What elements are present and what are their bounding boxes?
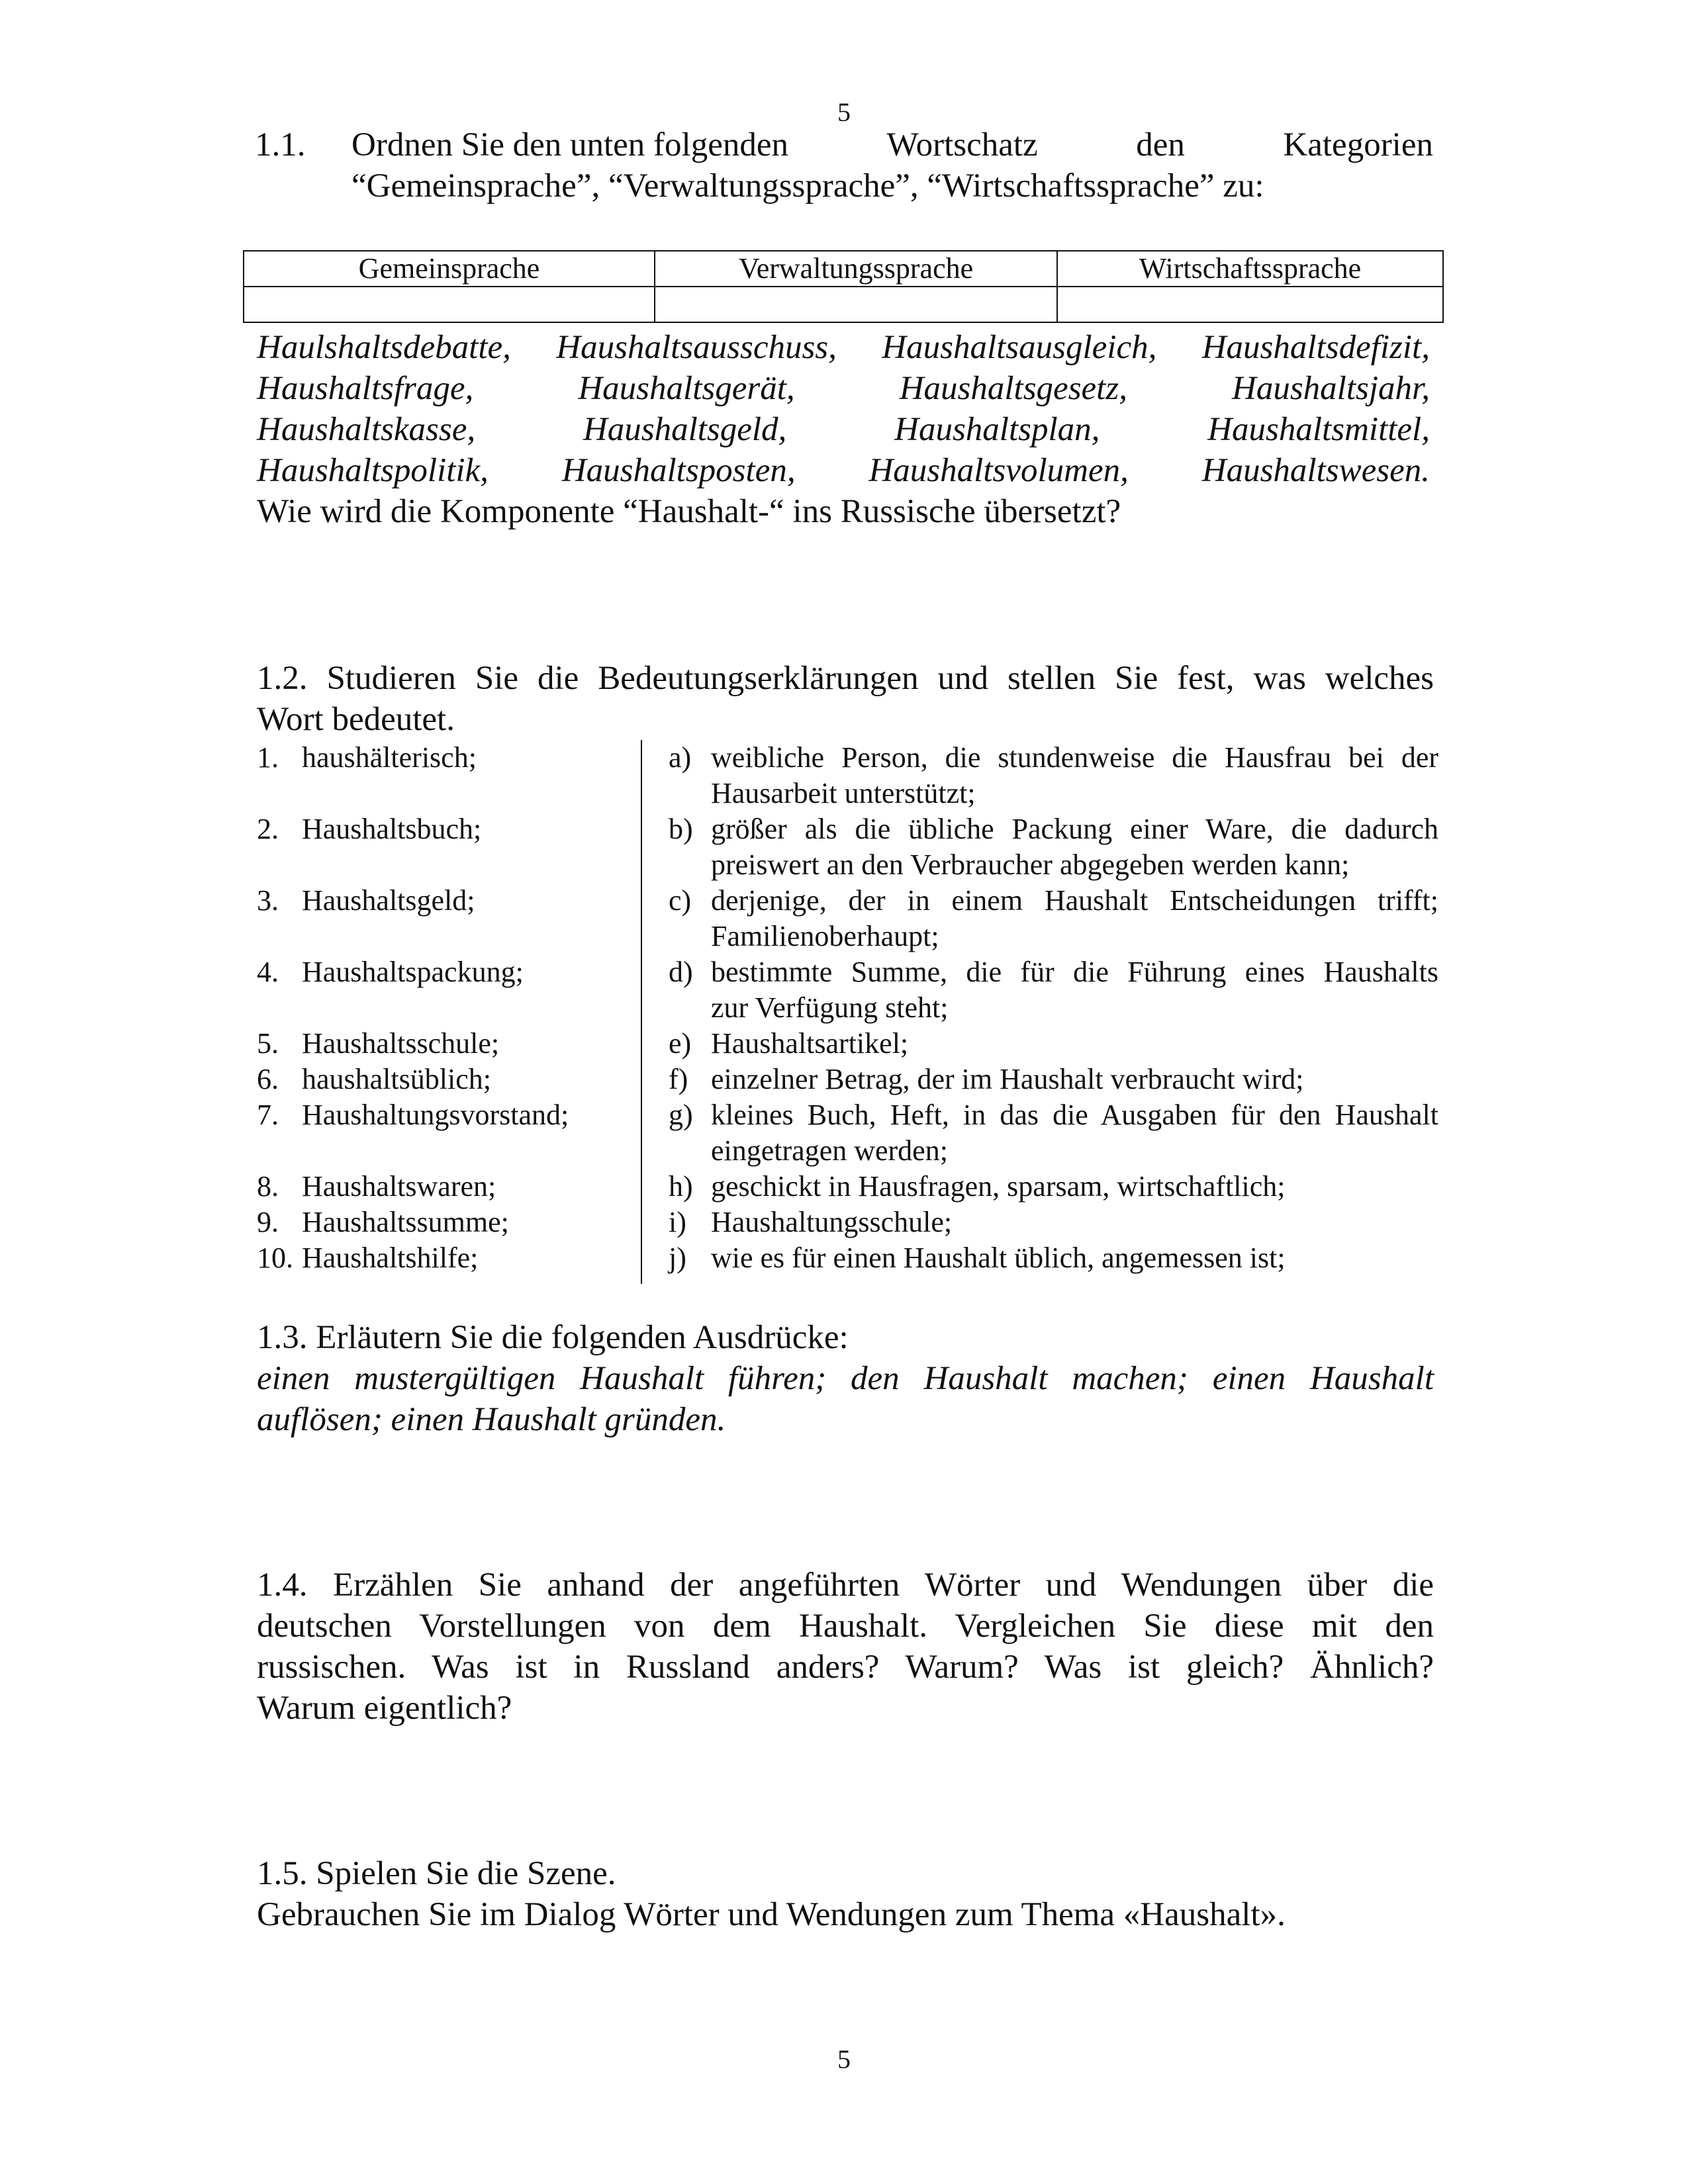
definition-text: einzelner Betrag, der im Haushalt verbraucht wird; (711, 1063, 1304, 1095)
definition-text-cont: Familienoberhaupt; (711, 920, 939, 952)
definition-letter: f) (669, 1063, 688, 1095)
word-item: Haushaltsgeld, (583, 411, 787, 448)
definition-text-cont: eingetragen werden; (711, 1134, 948, 1167)
definition-letter: a) (669, 741, 692, 774)
heading-word: Ordnen Sie den unten folgenden (352, 126, 788, 163)
word-item: Haushaltsdefizit, (1201, 329, 1430, 366)
definition-text: bestimmte Summe, die für die Führung eines Haushalts (711, 956, 1438, 988)
definition-text-cont: zur Verfügung steht; (711, 991, 949, 1024)
answer-cell[interactable] (1057, 287, 1443, 322)
matching-row (257, 740, 1438, 811)
exercise-1-4-text: Warum eigentlich? (257, 1690, 512, 1727)
exercise-1-3-expressions-cont: auflösen; einen Haushalt gründen. (257, 1401, 726, 1438)
item-word: Haushaltspackung; (302, 956, 524, 988)
matching-row (257, 883, 1438, 954)
item-number: 10. (257, 1242, 293, 1274)
table-answer-row (244, 287, 1443, 322)
word-list-line (257, 409, 1430, 450)
item-number: 8. (257, 1170, 279, 1203)
item-number: 9. (257, 1206, 279, 1238)
word-item: Haushaltspolitik, (257, 452, 489, 489)
matching-row (257, 1205, 1438, 1240)
word-item: Haushaltskasse, (257, 411, 476, 448)
exercise-1-3-expressions: einen mustergültigen Haushalt führen; den Haushalt machen; einen Haushalt (257, 1360, 1434, 1397)
matching-row (257, 1240, 1438, 1276)
heading-word: den (1136, 126, 1185, 163)
header-gemeinsprache: Gemeinsprache (244, 251, 655, 287)
definition-letter: d) (669, 956, 693, 988)
definition-letter: g) (669, 1099, 693, 1131)
definition-letter: e) (669, 1027, 692, 1060)
exercise-1-1-question: Wie wird die Komponente “Haushalt-“ ins Russische übersetzt? (257, 493, 1121, 530)
exercise-1-4-text: deutschen Vorstellungen von dem Haushalt. Vergleichen Sie diese mit den (257, 1608, 1434, 1645)
definition-text: größer als die übliche Packung einer Ware, die dadurch (711, 813, 1438, 845)
item-word: haushaltsüblich; (302, 1063, 491, 1095)
header-verwaltungssprache: Verwaltungssprache (655, 251, 1057, 287)
exercise-1-4-text: 1.4. Erzählen Sie anhand der angeführten Wörter und Wendungen über die (257, 1567, 1434, 1604)
word-item: Haushaltsgerät, (578, 370, 795, 407)
word-list-line (257, 327, 1430, 368)
word-item: Haushaltsvolumen, (868, 452, 1129, 489)
exercise-number: 1.1. (255, 126, 306, 163)
category-table (243, 250, 1444, 323)
exercise-1-5-heading: 1.5. Spielen Sie die Szene. (257, 1855, 616, 1892)
item-number: 4. (257, 956, 279, 988)
item-word: Haushaltswaren; (302, 1170, 496, 1203)
exercise-1-1-heading (255, 124, 1433, 165)
item-number: 3. (257, 884, 279, 917)
exercise-1-1-heading-line2: “Gemeinsprache”, “Verwaltungssprache”, “Wirtschaftssprache” zu: (352, 167, 1264, 205)
exercise-1-3-heading: 1.3. Erläutern Sie die folgenden Ausdrücke: (257, 1319, 849, 1356)
definition-text: Haushaltungsschule; (711, 1206, 953, 1238)
item-number: 1. (257, 741, 279, 774)
matching-row (257, 1026, 1438, 1062)
item-number: 2. (257, 813, 279, 845)
word-item: Haushaltsmittel, (1207, 411, 1430, 448)
definition-text: kleines Buch, Heft, in das die Ausgaben für den Haushalt (711, 1099, 1438, 1131)
heading-word: Kategorien (1283, 126, 1433, 163)
word-item: Haushaltsplan, (894, 411, 1100, 448)
matching-row (257, 954, 1438, 1026)
definition-letter: i) (669, 1206, 686, 1238)
matching-row (257, 1169, 1438, 1205)
definition-text: derjenige, der in einem Haushalt Entscheidungen trifft; (711, 884, 1438, 917)
answer-cell[interactable] (244, 287, 655, 322)
definition-letter: c) (669, 884, 692, 917)
item-number: 7. (257, 1099, 279, 1131)
item-word: Haushaltshilfe; (302, 1242, 479, 1274)
matching-row (257, 1062, 1438, 1097)
item-number: 6. (257, 1063, 279, 1095)
item-word: haushälterisch; (302, 741, 477, 774)
definition-text-cont: Hausarbeit unterstützt; (711, 777, 976, 809)
exercise-1-4-text: russischen. Was ist in Russland anders? Warum? Was ist gleich? Ähnlich? (257, 1649, 1434, 1686)
word-item: Haushaltsausschuss, (556, 329, 837, 366)
page-number-top: 5 (837, 97, 851, 127)
definition-text: Haushaltsartikel; (711, 1027, 909, 1060)
word-list-line (257, 368, 1430, 409)
definition-text-cont: preiswert an den Verbraucher abgegeben werden kann; (711, 848, 1350, 881)
word-item: Haulshaltsdebatte, (257, 329, 511, 366)
word-item: Haushaltsposten, (561, 452, 796, 489)
item-word: Haushaltsbuch; (302, 813, 482, 845)
matching-row (257, 811, 1438, 883)
item-word: Haushaltungsvorstand; (302, 1099, 569, 1131)
table-header-row (244, 251, 1443, 287)
answer-cell[interactable] (655, 287, 1057, 322)
word-item: Haushaltsgesetz, (899, 370, 1127, 407)
item-number: 5. (257, 1027, 279, 1060)
page-number-bottom: 5 (837, 2044, 851, 2074)
word-item: Haushaltsfrage, (257, 370, 474, 407)
word-item: Haushaltsausgleich, (882, 329, 1157, 366)
item-word: Haushaltssumme; (302, 1206, 509, 1238)
definition-letter: h) (669, 1170, 693, 1203)
definition-text: geschickt in Hausfragen, sparsam, wirtschaftlich; (711, 1170, 1286, 1203)
exercise-1-2-heading: 1.2. Studieren Sie die Bedeutungserklärungen und stellen Sie fest, was welches (257, 660, 1434, 697)
definition-text: wie es für einen Haushalt üblich, angemessen ist; (711, 1242, 1286, 1274)
definition-letter: j) (669, 1242, 686, 1274)
heading-word: Wortschatz (886, 126, 1038, 163)
definition-text: weibliche Person, die stundenweise die Hausfrau bei der (711, 741, 1438, 774)
exercise-1-5-text: Gebrauchen Sie im Dialog Wörter und Wendungen zum Thema «Haushalt». (257, 1896, 1286, 1933)
exercise-1-2-heading-line2: Wort bedeutet. (257, 701, 455, 738)
word-item: Haushaltswesen. (1201, 452, 1430, 489)
item-word: Haushaltsschule; (302, 1027, 500, 1060)
word-item: Haushaltsjahr, (1232, 370, 1430, 407)
word-list-line (257, 450, 1430, 491)
header-wirtschaftssprache: Wirtschaftssprache (1057, 251, 1443, 287)
matching-row (257, 1097, 1438, 1169)
item-word: Haushaltsgeld; (302, 884, 475, 917)
definition-letter: b) (669, 813, 693, 845)
